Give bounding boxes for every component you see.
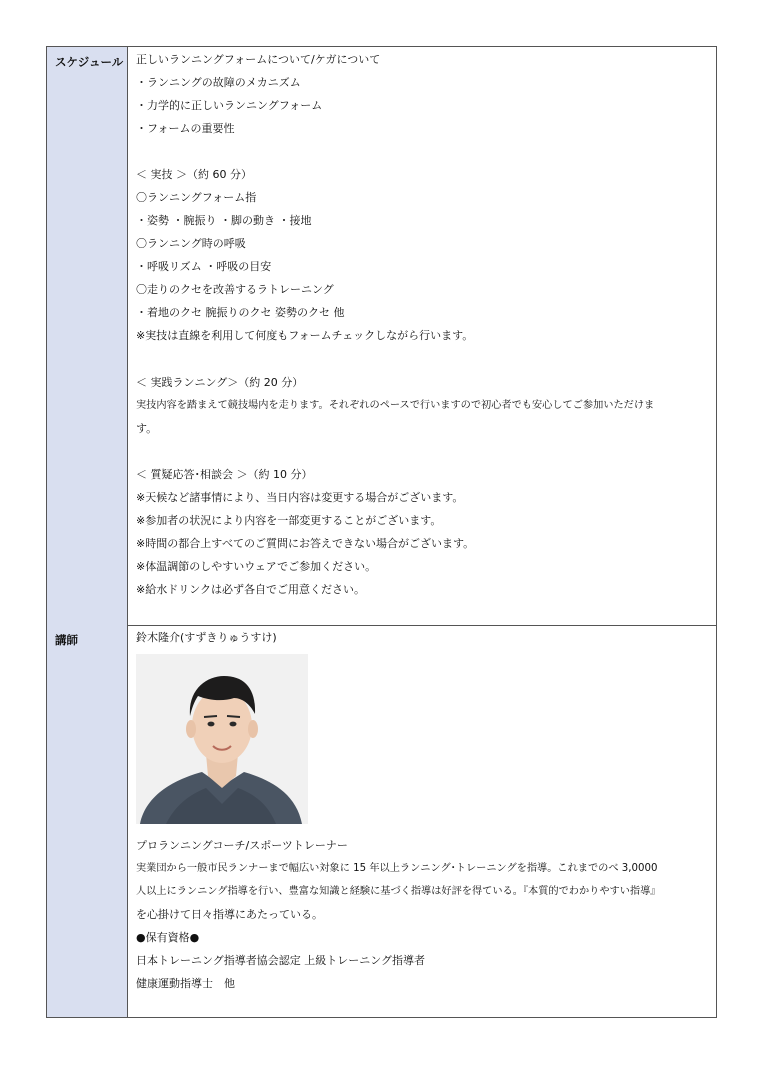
- schedule-line: ・呼吸リズム ・呼吸の目安: [136, 260, 272, 273]
- schedule-line: ※時間の都合上すべてのご質問にお答えできない場合がございます。: [136, 537, 475, 550]
- instructor-title: プロランニングコーチ/スポーツトレーナー: [136, 839, 348, 852]
- schedule-line: ※参加者の状況により内容を一部変更することがございます。: [136, 514, 442, 527]
- schedule-label: スケジュール: [55, 55, 124, 69]
- schedule-line: 〇ランニングフォーム指: [136, 191, 257, 204]
- schedule-line: 正しいランニングフォームについて/ケガについて: [136, 53, 381, 66]
- qualification-item: 健康運動指導士 他: [136, 977, 235, 990]
- schedule-line: す。: [136, 422, 158, 435]
- schedule-line: ※給水ドリンクは必ず各自でご用意ください。: [136, 583, 365, 596]
- instructor-bio-line: 実業団から一般市民ランナーまで幅広い対象に 15 年以上ランニング･トレーニングを指導。これまでのべ 3,0000: [136, 863, 658, 874]
- schedule-line: ※天候など諸事情により、当日内容は変更する場合がございます。: [136, 491, 464, 504]
- instructor-label: 講師: [55, 633, 78, 647]
- schedule-label-cell: [47, 47, 128, 625]
- instructor-name: 鈴木隆介(すずきりゅうすけ): [136, 631, 277, 644]
- schedule-line: ※実技は直線を利用して何度もフォームチェックしながら行います。: [136, 329, 474, 342]
- schedule-line: 〇ランニング時の呼吸: [136, 237, 246, 250]
- program-table: [46, 46, 717, 1018]
- instructor-content: [136, 625, 710, 1017]
- schedule-line: ・ランニングの故障のメカニズム: [136, 76, 301, 89]
- schedule-line: ＜ 実践ランニング＞（約 20 分）: [136, 376, 304, 389]
- schedule-line: ・フォームの重要性: [136, 122, 235, 135]
- qualification-item: 日本トレーニング指導者協会認定 上級トレーニング指導者: [136, 954, 426, 967]
- schedule-row: [47, 47, 716, 626]
- schedule-line: ・姿勢 ・腕振り ・脚の動き ・接地: [136, 214, 312, 227]
- schedule-content: [136, 47, 710, 625]
- schedule-line: 実技内容を踏まえて競技場内を走ります。それぞれのペースで行いますので初心者でも安心してご参加いただけま: [136, 400, 655, 411]
- instructor-photo: [136, 654, 308, 824]
- schedule-line: 〇走りのクセを改善するラトレーニング: [136, 283, 334, 296]
- instructor-bio-line: を心掛けて日々指導にあたっている。: [136, 908, 323, 921]
- instructor-bio-line: 人以上にランニング指導を行い、豊富な知識と経験に基づく指導は好評を得ている。『本質的でわかりやすい指導』: [136, 886, 661, 897]
- portrait-image: [136, 654, 308, 824]
- schedule-line: ＜ 質疑応答･相談会 ＞（約 10 分）: [136, 468, 313, 481]
- schedule-line: ※体温調節のしやすいウェアでご参加ください。: [136, 560, 377, 573]
- schedule-line: ＜ 実技 ＞（約 60 分）: [136, 168, 252, 181]
- qualifications-heading: ●保有資格●: [136, 931, 200, 944]
- instructor-row: [47, 625, 716, 1017]
- schedule-line: ・着地のクセ 腕振りのクセ 姿勢のクセ 他: [136, 306, 345, 319]
- schedule-line: ・力学的に正しいランニングフォーム: [136, 99, 323, 112]
- instructor-label-cell: [47, 625, 128, 1017]
